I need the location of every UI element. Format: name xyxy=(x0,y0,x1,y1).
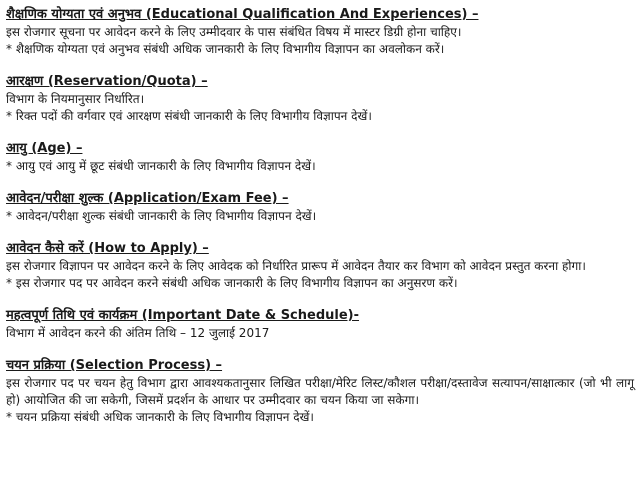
section-text: इस रोजगार सूचना पर आवेदन करने के लिए उम्मीदवार के पास संबंधित विषय में मास्टर डिग्री होना चाहिए। xyxy=(6,25,462,39)
section-heading: आयु (Age) – xyxy=(6,141,83,156)
section-note: * इस रोजगार पद पर आवेदन करने संबंधी अधिक जानकारी के लिए विभागीय विज्ञापन का अनुसरण करें। xyxy=(6,276,458,290)
section-educational-qualification xyxy=(6,6,634,58)
section-application-fee xyxy=(6,190,634,225)
section-age xyxy=(6,140,634,175)
section-how-to-apply xyxy=(6,240,634,292)
section-note: * आयु एवं आयु में छूट संबंधी जानकारी के लिए विभागीय विज्ञापन देखें। xyxy=(6,159,316,173)
section-heading: चयन प्रक्रिया (Selection Process) – xyxy=(6,358,223,373)
section-text: इस रोजगार पद पर चयन हेतु विभाग द्वारा आवश्यकतानुसार लिखित परीक्षा/मेरिट लिस्ट/कौशल परीक्षा/दस्तावेज सत्यापन/साक्षात्कार (जो भी लागू हो) आयोजित की जा सकेगी, जिसमें प्रदर्शन के आधार पर उम्मीदवार का चयन किया जा सकेगा। xyxy=(6,376,634,407)
section-heading: शैक्षणिक योग्यता एवं अनुभव (Educational Qualification And Experiences) – xyxy=(6,7,479,22)
section-note: * शैक्षणिक योग्यता एवं अनुभव संबंधी अधिक जानकारी के लिए विभागीय विज्ञापन का अवलोकन करें। xyxy=(6,42,445,56)
section-text: विभाग के नियमानुसार निर्धारित। xyxy=(6,92,145,106)
section-note: * रिक्त पदों की वर्गवार एवं आरक्षण संबंधी जानकारी के लिए विभागीय विज्ञापन देखें। xyxy=(6,109,372,123)
section-important-dates xyxy=(6,307,634,342)
section-heading: महत्वपूर्ण तिथि एवं कार्यक्रम (Important Date & Schedule)- xyxy=(6,308,360,323)
section-heading: आवेदन/परीक्षा शुल्क (Application/Exam Fee) – xyxy=(6,191,289,206)
last-date-text: विभाग में आवेदन करने की अंतिम तिथि – 12 जुलाई 2017 xyxy=(6,326,270,340)
section-note: * चयन प्रक्रिया संबंधी अधिक जानकारी के लिए विभागीय विज्ञापन देखें। xyxy=(6,410,314,424)
section-heading: आरक्षण (Reservation/Quota) – xyxy=(6,74,208,89)
section-text: इस रोजगार विज्ञापन पर आवेदन करने के लिए आवेदक को निर्धारित प्रारूप में आवेदन तैयार कर विभाग को आवेदन प्रस्तुत करना होगा। xyxy=(6,259,586,273)
section-selection-process xyxy=(6,357,634,426)
section-note: * आवेदन/परीक्षा शुल्क संबंधी जानकारी के लिए विभागीय विज्ञापन देखें। xyxy=(6,209,317,223)
section-reservation xyxy=(6,73,634,125)
section-heading: आवेदन कैसे करें (How to Apply) – xyxy=(6,241,209,256)
